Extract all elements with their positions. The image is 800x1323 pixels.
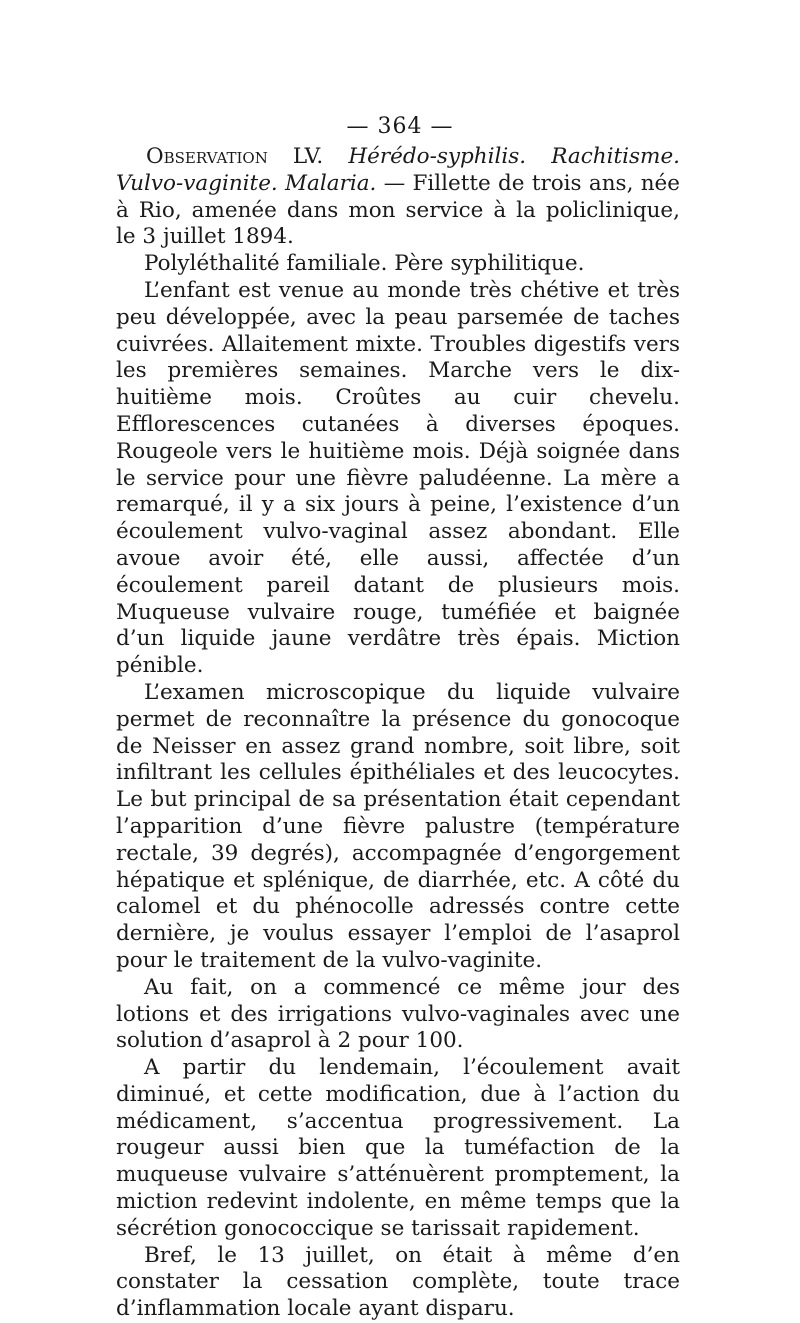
page-number: — 364 — <box>346 114 454 139</box>
observation-heading-paragraph <box>116 144 680 251</box>
paragraph: L’enfant est venue au monde très chétive et très peu développée, avec la peau parsemée de taches cuivrées. Allaitement mixte. Troubles digestifs vers les premières semaines. Marche vers le dix-huitième mois. Croûtes au cuir chevelu. Efflorescences cutanées à diverses époques. Rougeole vers le huitième mois. Déjà soignée dans le service pour une fièvre paludéenne. La mère a remarqué, il y a six jours à peine, l’existence d’un écoulement vulvo-vaginal assez abondant. Elle avoue avoir été, elle aussi, affectée d’un écoulement pareil datant de plusieurs mois. Muqueuse vulvaire rouge, tuméfiée et baignée d’un liquide jaune verdâtre très épais. Miction pénible. <box>116 277 680 679</box>
body-text <box>116 144 680 1323</box>
paragraph: Au fait, on a commencé ce même jour des lotions et des irrigations vulvo-vaginales avec une solution d’asaprol à 2 pour 100. <box>116 974 680 1054</box>
observation-title: Hérédo-syphilis. Rachitisme. Vulvo-vaginite. Malaria. <box>116 144 680 196</box>
paragraph: L’examen microscopique du liquide vulvaire permet de reconnaître la présence du gonocoque de Neisser en assez grand nombre, soit libre, soit infiltrant les cellules épithéliales et des leucocytes. Le but principal de sa présentation était cependant l’apparition d’une fièvre palustre (température rectale, 39 degrés), accompagnée d’engorgement hépatique et splénique, de diarrhée, etc. A côté du calomel et du phénocolle adressés contre cette dernière, je voulus essayer l’emploi de l’asaprol pour le traitement de la vulvo-vaginite. <box>116 679 680 973</box>
observation-label: Observation LV. <box>146 144 324 169</box>
paragraph: Polyléthalité familiale. Père syphilitique. <box>144 251 585 277</box>
observation-intro: — Fillette de trois ans, née à Rio, amenée dans mon service à la policlinique, le 3 juillet 1894. <box>116 170 681 250</box>
paragraph: A partir du lendemain, l’écoulement avait diminué, et cette modification, due à l’action du médicament, s’accentua progressivement. La rougeur aussi bien que la tuméfaction de la muqueuse vulvaire s’atténuèrent promptement, la miction redevint indolente, en même temps que la sécrétion gonococcique se tarissait rapidement. <box>116 1055 680 1241</box>
paragraph: Bref, le 13 juillet, on était à même d’en constater la cessation complète, toute trace d’inflammation locale ayant disparu. <box>116 1242 680 1322</box>
